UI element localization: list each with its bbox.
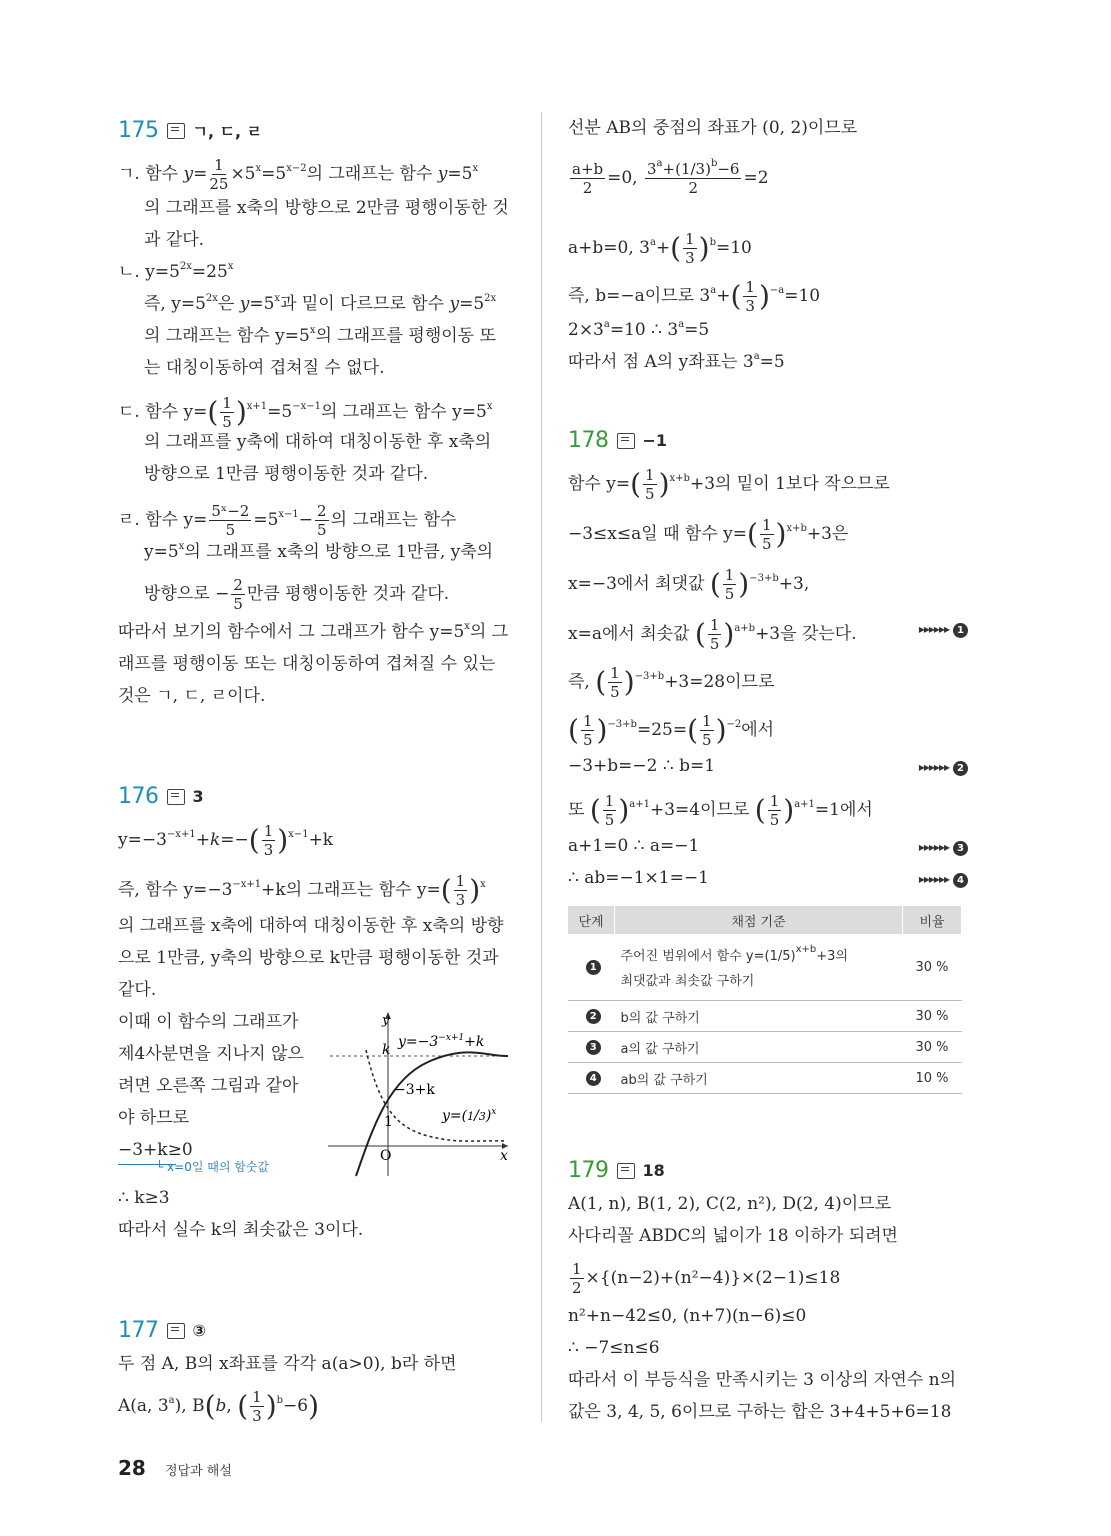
problem-175-header [118,118,262,143]
y-label: y [382,1013,390,1028]
solution-line: 따라서 보기의 함수에서 그 그래프가 함수 $y=5^x$의 그 [118,621,509,642]
section-label: 정답과 해설 [165,1464,232,1479]
intercept-label: −3+k [394,1082,435,1098]
solution-line: 의 그래프를 x축에 대하여 대칭이동한 후 x축의 방향 [118,916,504,936]
solution-line: ∴ k≥3 [118,1188,170,1208]
problem-179-header [568,1158,665,1183]
annotation-note: └ x=0일 때의 함숫값 [156,1160,270,1174]
solution-line: 따라서 점 A의 y좌표는 $3^a=5$ [568,351,785,372]
table-row: 2 b의 값 구하기 30 % [568,1001,962,1032]
answer-value: ㄱ, ㄷ, ㄹ [192,122,263,141]
answer-value: ③ [192,1321,207,1340]
solution-line: ( $\frac{1}{5}$ )$^{-3+b}$=25=( $\frac{1}{5}$ )$^{-2}$에서 [568,712,775,749]
step-marker-3: ▸▸▸▸▸▸ 3 [919,840,968,856]
solution-line: ㄹ. 함수 y= $\frac{\text{5ˣ−2}}{5}$ $=5^{x-1}-$ $\frac{2}{5}$ 의 그래프는 함수 [118,502,457,539]
solution-line: 사다리꼴 ABDC의 넓이가 18 이하가 되려면 [568,1226,898,1246]
answer-icon [167,123,185,139]
answer-icon [167,1323,185,1339]
solution-line: a+b=0, $3^a+$( $\frac{1}{3}$ )$^b$=10 [568,230,752,267]
curve-label-1: $y=-3^{-x+1}+k$ [398,1033,485,1050]
right-column [568,112,968,1452]
solution-line: x=−3에서 최댓값 ( $\frac{1}{5}$ )$^{-3+b}$+3, [568,566,810,603]
curve-label-2: $y=(1/3)^x$ [442,1107,497,1124]
left-column [118,112,518,1452]
solution-line: 함수 y=( $\frac{1}{5}$ )$^{x+b}$+3의 밑이 1보다 작으므로 [568,466,890,503]
solution-line: 으로 1만큼, y축의 방향으로 k만큼 평행이동한 것과 [118,948,499,968]
solution-line: 두 점 A, B의 x좌표를 각각 a(a>0), b라 하면 [118,1354,457,1374]
solution-line: a+1=0 ∴ a=−1 [568,836,700,856]
origin-label: O [380,1148,392,1164]
solution-line: 즉, b=−a이므로 $3^a+$( $\frac{1}{3}$ )$^{-a}$=10 [568,278,821,315]
page-number: 28 [118,1456,146,1480]
solution-line: 의 그래프는 함수 $y=5^x$의 그래프를 평행이동 또 [144,325,496,346]
solution-line: 의 그래프를 y축에 대하여 대칭이동한 후 x축의 [144,432,492,452]
step-marker-4: ▸▸▸▸▸▸ 4 [919,872,968,888]
answer-value: 3 [192,787,204,806]
solution-line: 방향으로 1만큼 평행이동한 것과 같다. [144,464,429,484]
table-row: 4 ab의 값 구하기 10 % [568,1063,962,1094]
solution-line: $\frac{a+b}{2}$ =0, $\frac{3^a+(1/3)^b-6}{2}$ =2 [572,158,769,197]
solution-line: x=a에서 최솟값 ( $\frac{1}{5}$ )$^{a+b}$+3을 갖는다. [568,616,857,653]
solution-line: 방향으로 − $\frac{2}{5}$ 만큼 평행이동한 것과 같다. [144,576,450,613]
x-label: x [500,1148,508,1164]
fraction: $\frac{1}{25}$ [209,156,229,193]
solution-line: 선분 AB의 중점의 좌표가 (0, 2)이므로 [568,118,858,138]
solution-line: $y=-3^{-x+1}+k=-$( $\frac{1}{3}$ )$^{x-1}$+k [118,822,334,859]
solution-line: ∴ ab=−1×1=−1 [568,868,709,888]
solution-line: 즉, 함수 $y=-3^{-x+1}+k$의 그래프는 함수 y=( $\frac{1}{3}$ )$^x$ [118,872,486,909]
solution-line: 려면 오른쪽 그림과 같아 [118,1076,299,1096]
problem-number: 175 [118,118,159,143]
solution-line: 또 ( $\frac{1}{5}$ )$^{a+1}$+3=4이므로 ( $\frac{1}{5}$ )$^{a+1}$=1에서 [568,792,873,829]
answer-icon [617,1163,635,1179]
solution-line: 따라서 이 부등식을 만족시키는 3 이상의 자연수 n의 [568,1370,957,1390]
solution-line: 야 하므로 [118,1108,190,1128]
table-header: 비율 [903,906,962,934]
k-label: k [382,1042,391,1058]
solution-line: 제4사분면을 지나지 않으 [118,1044,304,1064]
solution-line: 것은 ㄱ, ㄷ, ㄹ이다. [118,686,266,706]
solution-line: 즉, $y=5^{2x}$은 $y=5^x$과 밑이 다르므로 함수 $y=5^{2x}$ [144,293,497,314]
solution-line: 값은 3, 4, 5, 6이므로 구하는 합은 3+4+5+6=18 [568,1402,952,1422]
answer-value: −1 [642,431,668,450]
table-header: 단계 [568,906,615,934]
solution-line: $y=5^x$의 그래프를 x축의 방향으로 1만큼, y축의 [144,541,494,562]
solution-line: ∴ −7≤n≤6 [568,1338,660,1358]
solution-line: 따라서 실수 k의 최솟값은 3이다. [118,1220,364,1240]
problem-178-header [568,428,667,453]
step-marker-2: ▸▸▸▸▸▸ 2 [919,760,968,776]
solution-line: −3≤x≤a일 때 함수 y=( $\frac{1}{5}$ )$^{x+b}$+3은 [568,516,849,553]
solution-line: $\frac{1}{2}$ ×{(n−2)+(n²−4)}×(2−1)≤18 [572,1260,841,1297]
solution-line: 같다. [118,980,157,1000]
one-label: 1 [384,1114,393,1130]
table-row: 3 a의 값 구하기 30 % [568,1032,962,1063]
column-divider [541,112,542,1422]
solution-line: −3+b=−2 ∴ b=1 [568,756,716,776]
problem-number: 178 [568,428,609,453]
step-marker-1: ▸▸▸▸▸▸ 1 [919,622,968,638]
solution-line: A(a, 3$^a$), B(b, ( $\frac{1}{3}$ )$^b$−6) [118,1388,320,1425]
answer-icon [617,433,635,449]
problem-number: 177 [118,1318,159,1343]
solution-line: ㄴ. $y=5^{2x}=25^x$ [118,261,234,282]
solution-line: ㄷ. 함수 y=( $\frac{1}{5}$ )$^{x+1}=5^{-x-1}$의 그래프는 함수 $y=5^x$ [118,394,493,431]
problem-177-header [118,1318,206,1343]
table-row: 1 주어진 범위에서 함수 $y=(1/5)^{x+b}+3$의 최댓값과 최솟값 구하기 30 % [568,934,962,1001]
solution-line: n²+n−42≤0, (n+7)(n−6)≤0 [568,1306,807,1326]
solution-line: 즉, ( $\frac{1}{5}$ )$^{-3+b}$+3=28이므로 [568,664,775,701]
solution-line: −3+k≥0 [118,1140,193,1160]
solution-line: $2\times 3^a=10$ ∴ $3^a=5$ [568,319,710,340]
solution-line: A(1, n), B(1, 2), C(2, n²), D(2, 4)이므로 [568,1194,891,1214]
solution-line: 이때 이 함수의 그래프가 [118,1012,299,1032]
solution-line: 과 같다. [144,230,205,250]
solution-line: 래프를 평행이동 또는 대칭이동하여 겹쳐질 수 있는 [118,654,496,674]
table-header: 채점 기준 [615,906,903,934]
problem-176-header [118,784,204,809]
solution-line: 는 대칭이동하여 겹쳐질 수 없다. [144,358,385,378]
solution-line: 의 그래프를 x축의 방향으로 2만큼 평행이동한 것 [144,198,509,218]
text: ㄱ. 함수 [118,164,184,184]
problem-number: 179 [568,1158,609,1183]
problem-number: 176 [118,784,159,809]
answer-icon [167,789,185,805]
grading-table [568,906,962,1094]
answer-value: 18 [642,1161,665,1180]
solution-line: ㄱ. 함수 y= $\frac{1}{25}$ $\times 5^x=5^{x-2}$의 그래프는 함수 $y=5^x$ [118,156,479,193]
exponential-graph [328,1010,512,1180]
